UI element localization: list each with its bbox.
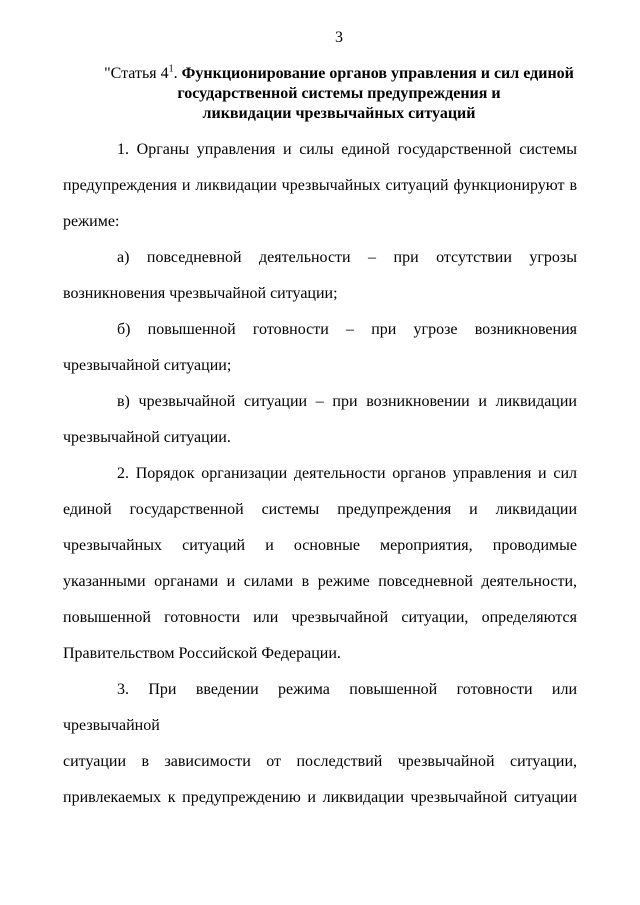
- body-line: чрезвычайной ситуации.: [63, 429, 231, 446]
- heading-line-3: ликвидации чрезвычайных ситуаций: [202, 105, 476, 122]
- body-line: указанными органами и силами в режиме повседневной деятельности,: [63, 573, 577, 590]
- body-line: Правительством Российской Федерации.: [63, 645, 341, 662]
- body-line: а) повседневной деятельности – при отсутствии угрозы: [117, 249, 577, 266]
- body-line: предупреждения и ликвидации чрезвычайных ситуаций функционируют в: [63, 177, 577, 194]
- body-line: возникновения чрезвычайной ситуации;: [63, 285, 338, 302]
- article-label: "Статья 4: [104, 65, 169, 82]
- body-line: чрезвычайных ситуаций и основные мероприятия, проводимые: [63, 537, 577, 554]
- body-line: чрезвычайной ситуации;: [63, 357, 232, 374]
- heading-line-1: [63, 64, 615, 84]
- body-line: б) повышенной готовности – при угрозе возникновения: [117, 321, 577, 338]
- body-line: 1. Органы управления и силы единой государственной системы: [117, 141, 577, 158]
- article-number-superscript: 1: [168, 63, 174, 75]
- heading-title-bold: Функционирование органов управления и сил единой: [181, 65, 574, 82]
- body-line: привлекаемых к предупреждению и ликвидации чрезвычайной ситуации: [63, 789, 577, 806]
- body-line: 3. При введении режима повышенной готовности или чрезвычайной: [63, 681, 577, 734]
- article-separator: .: [173, 65, 182, 82]
- article-body: [63, 132, 577, 816]
- body-line: 2. Порядок организации деятельности органов управления и сил: [117, 465, 577, 482]
- body-line: единой государственной системы предупреждения и ликвидации: [63, 501, 577, 518]
- heading-line-2: государственной системы предупреждения и: [177, 85, 501, 102]
- body-line: в) чрезвычайной ситуации – при возникновении и ликвидации: [117, 393, 577, 410]
- body-line: ситуации в зависимости от последствий чрезвычайной ситуации,: [63, 753, 577, 770]
- body-line: повышенной готовности или чрезвычайной ситуации, определяются: [63, 609, 577, 626]
- body-line: режиме:: [63, 213, 120, 230]
- article-heading: [63, 64, 615, 124]
- page-number: 3: [335, 29, 343, 46]
